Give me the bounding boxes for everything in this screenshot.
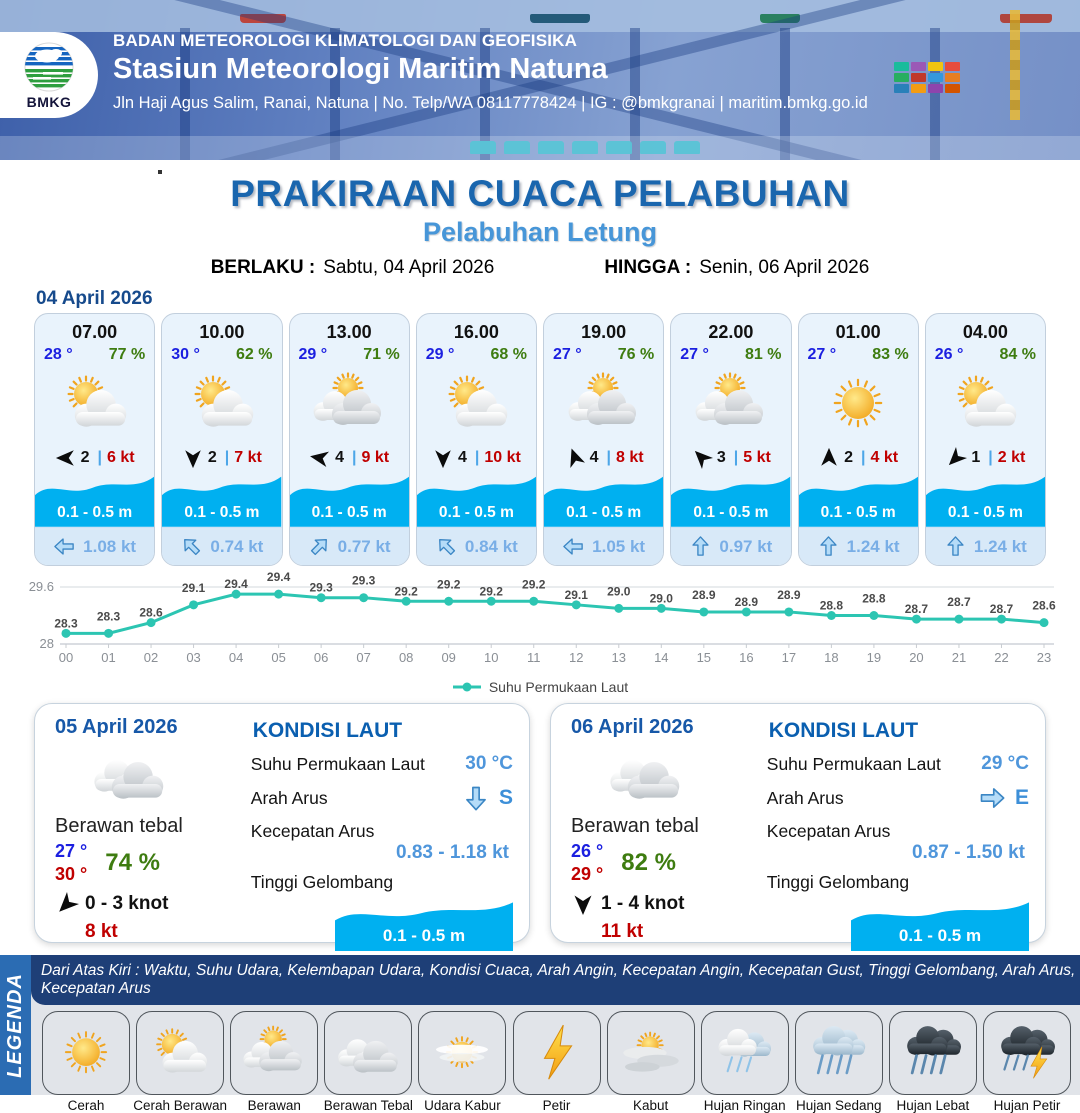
wave-height-value: 0.1 - 0.5 m: [693, 504, 769, 522]
svg-text:28.3: 28.3: [96, 609, 121, 624]
card-time: 13.00: [326, 322, 372, 342]
wind-speed: 4: [335, 448, 345, 466]
day-panel: [34, 703, 530, 943]
card-wind: 2 | 6 kt: [35, 444, 154, 472]
hingga-value: Senin, 06 April 2026: [699, 257, 870, 278]
panel-wave-value: 0.1 - 0.5 m: [898, 926, 982, 945]
legend-icon-box: [701, 1011, 789, 1095]
cerah-icon: [810, 369, 906, 439]
svg-text:02: 02: [143, 650, 159, 665]
current-speed-value: 0.87 - 1.50 kt: [911, 842, 1025, 863]
wave-height-value: 0.1 - 0.5 m: [438, 504, 514, 522]
current-dir-label: Arah Arus: [250, 787, 328, 808]
sst-chart: [20, 572, 1060, 674]
card-humidity: 84 %: [999, 346, 1036, 363]
wave-height-value: 0.1 - 0.5 m: [311, 504, 387, 522]
panel-date: 05 April 2026: [55, 716, 178, 738]
current-direction-icon: [462, 784, 490, 812]
card-weather-icon: [162, 364, 281, 444]
current-speed: 1.24 kt: [846, 536, 900, 556]
wind-direction-icon: [182, 447, 204, 469]
port-name: Pelabuhan Letung: [422, 217, 657, 247]
wave-height-value: 0.1 - 0.5 m: [57, 504, 133, 522]
hingga-label: HINGGA :: [604, 257, 692, 278]
current-speed: 1.05 kt: [592, 536, 646, 556]
current-dir-value: S: [462, 784, 513, 812]
temp-max: 29 °: [571, 863, 604, 884]
card-temp: 26 °: [934, 346, 964, 363]
svg-text:28.9: 28.9: [734, 594, 759, 609]
svg-text:28.7: 28.7: [989, 602, 1014, 617]
current-speed-label: Kecepatan Arus: [766, 821, 891, 841]
svg-text:29.4: 29.4: [266, 572, 291, 585]
hujan-lebat-icon: [894, 1022, 972, 1084]
card-weather-icon: [799, 364, 918, 444]
chart-series-name: Suhu Permukaan Laut: [488, 679, 629, 695]
svg-text:28.6: 28.6: [139, 605, 163, 620]
current-speed: 1.24 kt: [973, 536, 1027, 556]
card-temp: 27 °: [680, 346, 709, 363]
card-wind: 1 | 2 kt: [926, 444, 1045, 472]
svg-text:28.3: 28.3: [54, 616, 78, 631]
wind-gust: 10 kt: [484, 448, 521, 466]
card-weather-icon: [671, 364, 790, 444]
header: [0, 0, 1080, 160]
legend-item: [698, 1011, 792, 1113]
svg-text:29.2: 29.2: [479, 584, 503, 599]
berawan-icon: [301, 369, 397, 439]
berlaku-value: Sabtu, 04 April 2026: [323, 257, 495, 278]
svg-text:29.4: 29.4: [224, 577, 248, 592]
cerah-berawan-icon: [47, 369, 143, 439]
hourly-forecast-row: [0, 313, 1080, 566]
legend-icon-box: [513, 1011, 601, 1095]
berlaku: [211, 257, 495, 279]
svg-text:29.6: 29.6: [28, 579, 54, 594]
svg-text:29.2: 29.2: [437, 577, 461, 592]
forecast-card: [416, 313, 537, 566]
panel-weather-icon: [81, 741, 243, 813]
legend-item: [792, 1011, 886, 1113]
berawan-tebal-icon: [597, 741, 693, 811]
legend-icon-box: [983, 1011, 1071, 1095]
forecast-card: [161, 313, 282, 566]
wave-height-value: 0.1 - 0.5 m: [566, 504, 642, 522]
svg-text:06: 06: [313, 650, 329, 665]
card-wind: 4 | 9 kt: [290, 444, 409, 472]
cerah-berawan-icon: [174, 369, 270, 439]
card-temp: 27 °: [807, 346, 837, 363]
wind-speed: 3: [716, 448, 726, 466]
cerah-icon: [47, 1022, 125, 1084]
svg-text:14: 14: [654, 650, 669, 665]
panel-humidity: 74 %: [105, 848, 160, 876]
card-humidity: 76 %: [617, 346, 655, 363]
panel-condition: Berawan tebal: [55, 815, 183, 837]
svg-text:29.3: 29.3: [351, 573, 376, 588]
current-direction-icon: [176, 530, 209, 563]
sea-conditions-title: KONDISI LAUT: [252, 719, 403, 742]
svg-text:03: 03: [186, 650, 201, 665]
panel-date: 06 April 2026: [571, 716, 694, 738]
current-speed: 0.97 kt: [719, 536, 773, 556]
legend-icon-box: [607, 1011, 695, 1095]
current-direction-icon: [53, 535, 76, 558]
legend-side-bar: [0, 955, 31, 1095]
forecast-card: [289, 313, 410, 566]
card-current: [671, 527, 790, 565]
legend-icon-box: [230, 1011, 318, 1095]
card-wave-height: [162, 471, 281, 527]
legend-item-label: Petir: [542, 1098, 571, 1113]
panel-wind: 0 - 3 knot: [55, 892, 243, 916]
panel-humidity: 82 %: [621, 848, 676, 876]
daily-forecast-panels: [0, 695, 1080, 943]
legend-icon-box: [889, 1011, 977, 1095]
bmkg-logo-text: BMKG: [26, 93, 72, 110]
svg-text:12: 12: [569, 650, 584, 665]
current-direction-icon: [430, 530, 463, 563]
stray-dot: [158, 170, 162, 174]
cerah-berawan-icon: [141, 1022, 219, 1084]
card-wave-height: [926, 471, 1045, 527]
wind-direction-icon: [432, 447, 454, 469]
svg-text:08: 08: [398, 650, 414, 665]
card-weather-icon: [544, 364, 663, 444]
contact-line: Jln Haji Agus Salim, Ranai, Natuna | No. Telp/WA 08117778424 | IG : @bmkgranai | maritim.bmkg.go.id: [113, 94, 868, 112]
legend-item: [415, 1011, 509, 1113]
svg-text:04: 04: [228, 650, 244, 665]
cerah-berawan-icon: [937, 369, 1033, 439]
svg-text:17: 17: [781, 650, 797, 665]
legend-icon-box: [136, 1011, 224, 1095]
card-wind: 4 | 8 kt: [544, 444, 663, 472]
current-dir-label: Arah Arus: [766, 787, 844, 808]
svg-text:13: 13: [611, 650, 627, 665]
card-time: 01.00: [835, 322, 881, 342]
wind-gust: 9 kt: [361, 448, 390, 466]
card-wave-height: [799, 471, 918, 527]
svg-text:28.8: 28.8: [819, 598, 844, 613]
card-current: [417, 527, 536, 565]
card-wind: 2 | 7 kt: [162, 444, 281, 472]
legend-item-label: Hujan Sedang: [796, 1098, 882, 1113]
svg-text:28.7: 28.7: [947, 595, 971, 610]
legend-item: [886, 1011, 980, 1113]
card-time: 16.00: [453, 322, 499, 342]
sst-chart-wrap: [0, 566, 1080, 695]
card-temp: 28 °: [44, 346, 73, 363]
udara-kabur-icon: [423, 1022, 501, 1084]
svg-text:29.0: 29.0: [607, 584, 631, 599]
wind-speed: 2: [207, 448, 217, 466]
card-time: 10.00: [199, 322, 245, 342]
sst-label: Suhu Permukaan Laut: [766, 753, 941, 774]
temp-min: 26 °: [571, 841, 604, 861]
wave-height-value: 0.1 - 0.5 m: [820, 504, 896, 522]
legend-item: [509, 1011, 603, 1113]
current-direction-icon: [817, 535, 840, 558]
wind-speed: 2: [844, 448, 854, 466]
card-wave-height: [290, 471, 409, 527]
forecast-card: [798, 313, 919, 566]
wind-direction-icon: [50, 887, 84, 921]
validity-row: [0, 257, 1080, 279]
legend-marker-icon: [452, 682, 482, 692]
hujan-petir-icon: [988, 1022, 1066, 1084]
card-current: [290, 527, 409, 565]
svg-text:28.8: 28.8: [862, 591, 886, 606]
card-temp: 29 °: [298, 346, 328, 363]
legend-section: [0, 955, 1080, 1113]
card-weather-icon: [926, 364, 1045, 444]
legend-icon-box: [795, 1011, 883, 1095]
card-humidity: 62 %: [236, 346, 273, 363]
legend-item: [227, 1011, 321, 1113]
svg-text:29.1: 29.1: [564, 587, 588, 602]
wind-speed: 2: [80, 448, 90, 466]
current-direction-icon: [303, 530, 336, 563]
current-direction-icon: [562, 535, 585, 558]
svg-text:10: 10: [483, 650, 499, 665]
berawan-tebal-icon: [329, 1022, 407, 1084]
svg-text:28.6: 28.6: [1032, 598, 1056, 613]
svg-text:28.7: 28.7: [904, 602, 929, 617]
card-weather-icon: [417, 364, 536, 444]
legend-item-label: Hujan Ringan: [703, 1098, 786, 1113]
forecast-card: [34, 313, 155, 566]
svg-text:29.2: 29.2: [522, 577, 546, 592]
sst-value: 29 °C: [981, 753, 1029, 774]
cerah-berawan-icon: [428, 369, 524, 439]
legend-icon-box: [42, 1011, 130, 1095]
current-speed-value: 0.83 - 1.18 kt: [395, 842, 509, 863]
svg-text:21: 21: [951, 650, 967, 665]
current-direction-icon: [689, 535, 712, 558]
svg-text:11: 11: [526, 650, 541, 665]
legend-item-label: Udara Kabur: [424, 1098, 501, 1113]
card-temp: 29 °: [425, 346, 455, 363]
wind-direction-icon: [686, 442, 717, 473]
panel-gust: 11 kt: [601, 921, 644, 942]
svg-text:22: 22: [994, 650, 1009, 665]
card-time: 04.00: [962, 322, 1008, 342]
svg-text:29.0: 29.0: [649, 591, 673, 606]
card-temp: 27 °: [553, 346, 582, 363]
legend-item-label: Berawan Tebal: [323, 1098, 413, 1113]
svg-text:09: 09: [441, 650, 456, 665]
svg-text:28: 28: [39, 636, 54, 651]
chart-legend: [20, 679, 1060, 695]
wind-gust: 2 kt: [997, 448, 1026, 466]
wind-gust: 7 kt: [234, 448, 262, 466]
svg-text:05: 05: [271, 650, 286, 665]
card-current: [35, 527, 154, 565]
bmkg-logo-icon: [23, 41, 75, 93]
wave-height-value: 0.1 - 0.5 m: [184, 504, 260, 522]
wind-direction-icon: [571, 892, 595, 916]
current-speed: 0.77 kt: [337, 536, 391, 556]
panel-wind: 1 - 4 knot: [571, 892, 759, 916]
legend-item-label: Hujan Petir: [993, 1098, 1061, 1113]
legend-note: Dari Atas Kiri : Waktu, Suhu Udara, Kelembapan Udara, Kondisi Cuaca, Arah Angin, Kecepatan Angin, Kecepatan Gust, Tinggi Gelombang, Arah Arus, Kecepatan Arus: [31, 955, 1080, 1005]
berawan-tebal-icon: [81, 741, 177, 811]
svg-text:18: 18: [824, 650, 839, 665]
legend-item: [604, 1011, 698, 1113]
legend-item: [133, 1011, 227, 1113]
card-humidity: 77 %: [108, 346, 146, 363]
petir-icon: [518, 1022, 596, 1084]
org-name: BADAN METEOROLOGI KLIMATOLOGI DAN GEOFISIKA: [113, 31, 578, 50]
legend-item: [980, 1011, 1074, 1113]
card-weather-icon: [290, 364, 409, 444]
day-panel: [550, 703, 1046, 943]
wind-direction-icon: [561, 443, 589, 471]
bmkg-logo: [0, 32, 98, 118]
svg-text:15: 15: [696, 650, 712, 665]
wind-speed: 4: [457, 448, 467, 466]
card-current: [162, 527, 281, 565]
legend-item-label: Kabut: [632, 1098, 669, 1113]
legend-item-label: Berawan: [247, 1098, 301, 1113]
svg-text:07: 07: [356, 650, 371, 665]
legend-icon-row: [31, 1005, 1080, 1113]
wind-speed: 1: [971, 448, 981, 466]
sea-conditions-title: KONDISI LAUT: [768, 719, 919, 742]
sst-label: Suhu Permukaan Laut: [250, 753, 425, 774]
wind-gust: 6 kt: [107, 448, 135, 466]
svg-text:01: 01: [101, 650, 116, 665]
panel-weather-icon: [597, 741, 759, 813]
sst-value: 30 °C: [465, 753, 513, 774]
current-speed-label: Kecepatan Arus: [250, 821, 375, 841]
card-humidity: 71 %: [363, 346, 400, 363]
card-wave-height: [671, 471, 790, 527]
hujan-ringan-icon: [706, 1022, 784, 1084]
wave-height-label: Tinggi Gelombang: [766, 872, 910, 892]
svg-text:19: 19: [866, 650, 882, 665]
hingga: [604, 257, 869, 279]
svg-text:20: 20: [909, 650, 924, 665]
card-weather-icon: [35, 364, 154, 444]
card-time: 07.00: [72, 322, 118, 342]
panel-condition: Berawan tebal: [571, 815, 699, 837]
wind-direction-icon: [307, 445, 332, 470]
forecast-card: [670, 313, 791, 566]
wind-direction-icon: [55, 447, 77, 469]
card-time: 22.00: [708, 322, 754, 342]
current-direction-icon: [978, 784, 1006, 812]
legend-item: [321, 1011, 415, 1113]
forecast-card: [543, 313, 664, 566]
station-name: Stasiun Meteorologi Maritim Natuna: [113, 53, 608, 85]
card-current: [544, 527, 663, 565]
wind-direction-icon: [818, 447, 840, 469]
card-temp: 30 °: [171, 346, 200, 363]
temp-min: 27 °: [55, 841, 88, 861]
berlaku-label: BERLAKU :: [210, 257, 316, 278]
svg-text:23: 23: [1036, 650, 1052, 665]
svg-text:29.2: 29.2: [394, 584, 418, 599]
card-humidity: 83 %: [872, 346, 909, 363]
berawan-icon: [683, 369, 779, 439]
forecast-date: 04 April 2026: [36, 288, 153, 309]
wind-direction-icon: [941, 442, 972, 473]
forecast-card: [925, 313, 1046, 566]
svg-text:16: 16: [739, 650, 754, 665]
card-wind: 4 | 10 kt: [417, 444, 536, 472]
current-direction-icon: [944, 535, 967, 558]
card-wind: 3 | 5 kt: [671, 444, 790, 472]
current-speed: 0.74 kt: [210, 536, 264, 556]
wave-height-value: 0.1 - 0.5 m: [947, 504, 1023, 522]
card-wave-height: [35, 471, 154, 527]
svg-text:28.9: 28.9: [692, 587, 716, 602]
wind-gust: 8 kt: [616, 448, 644, 466]
wave-height-label: Tinggi Gelombang: [250, 872, 394, 892]
panel-wave-box: [851, 897, 1029, 951]
legend-icon-box: [418, 1011, 506, 1095]
card-humidity: 68 %: [490, 346, 527, 363]
kabut-icon: [612, 1022, 690, 1084]
current-speed: 0.84 kt: [464, 536, 518, 556]
panel-wave-value: 0.1 - 0.5 m: [382, 926, 466, 945]
legend-item-label: Cerah Berawan: [133, 1098, 228, 1113]
legend-item-label: Cerah: [67, 1098, 105, 1113]
svg-text:29.3: 29.3: [309, 580, 333, 595]
svg-text:28.9: 28.9: [777, 587, 801, 602]
svg-text:29.1: 29.1: [181, 580, 206, 595]
card-current: [799, 527, 918, 565]
card-wind: 2 | 4 kt: [799, 444, 918, 472]
wind-gust: 4 kt: [870, 448, 899, 466]
temp-max: 30 °: [55, 863, 88, 884]
panel-gust: 8 kt: [85, 921, 118, 942]
wind-speed: 4: [589, 448, 599, 466]
legend-item-label: Hujan Lebat: [896, 1098, 970, 1113]
current-dir-value: E: [978, 784, 1029, 812]
current-speed: 1.08 kt: [83, 536, 137, 556]
page-title: PRAKIRAAN CUACA PELABUHAN: [230, 173, 850, 214]
card-wave-height: [544, 471, 663, 527]
legend-item: [39, 1011, 133, 1113]
legend-icon-box: [324, 1011, 412, 1095]
card-time: 19.00: [581, 322, 627, 342]
legend-side-label: LEGENDA: [4, 972, 27, 1078]
panel-wave-box: [335, 897, 513, 951]
wind-gust: 5 kt: [743, 448, 771, 466]
card-current: [926, 527, 1045, 565]
berawan-icon: [556, 369, 652, 439]
svg-text:00: 00: [58, 650, 74, 665]
berawan-icon: [235, 1022, 313, 1084]
card-wave-height: [417, 471, 536, 527]
card-humidity: 81 %: [745, 346, 782, 363]
hujan-sedang-icon: [800, 1022, 878, 1084]
